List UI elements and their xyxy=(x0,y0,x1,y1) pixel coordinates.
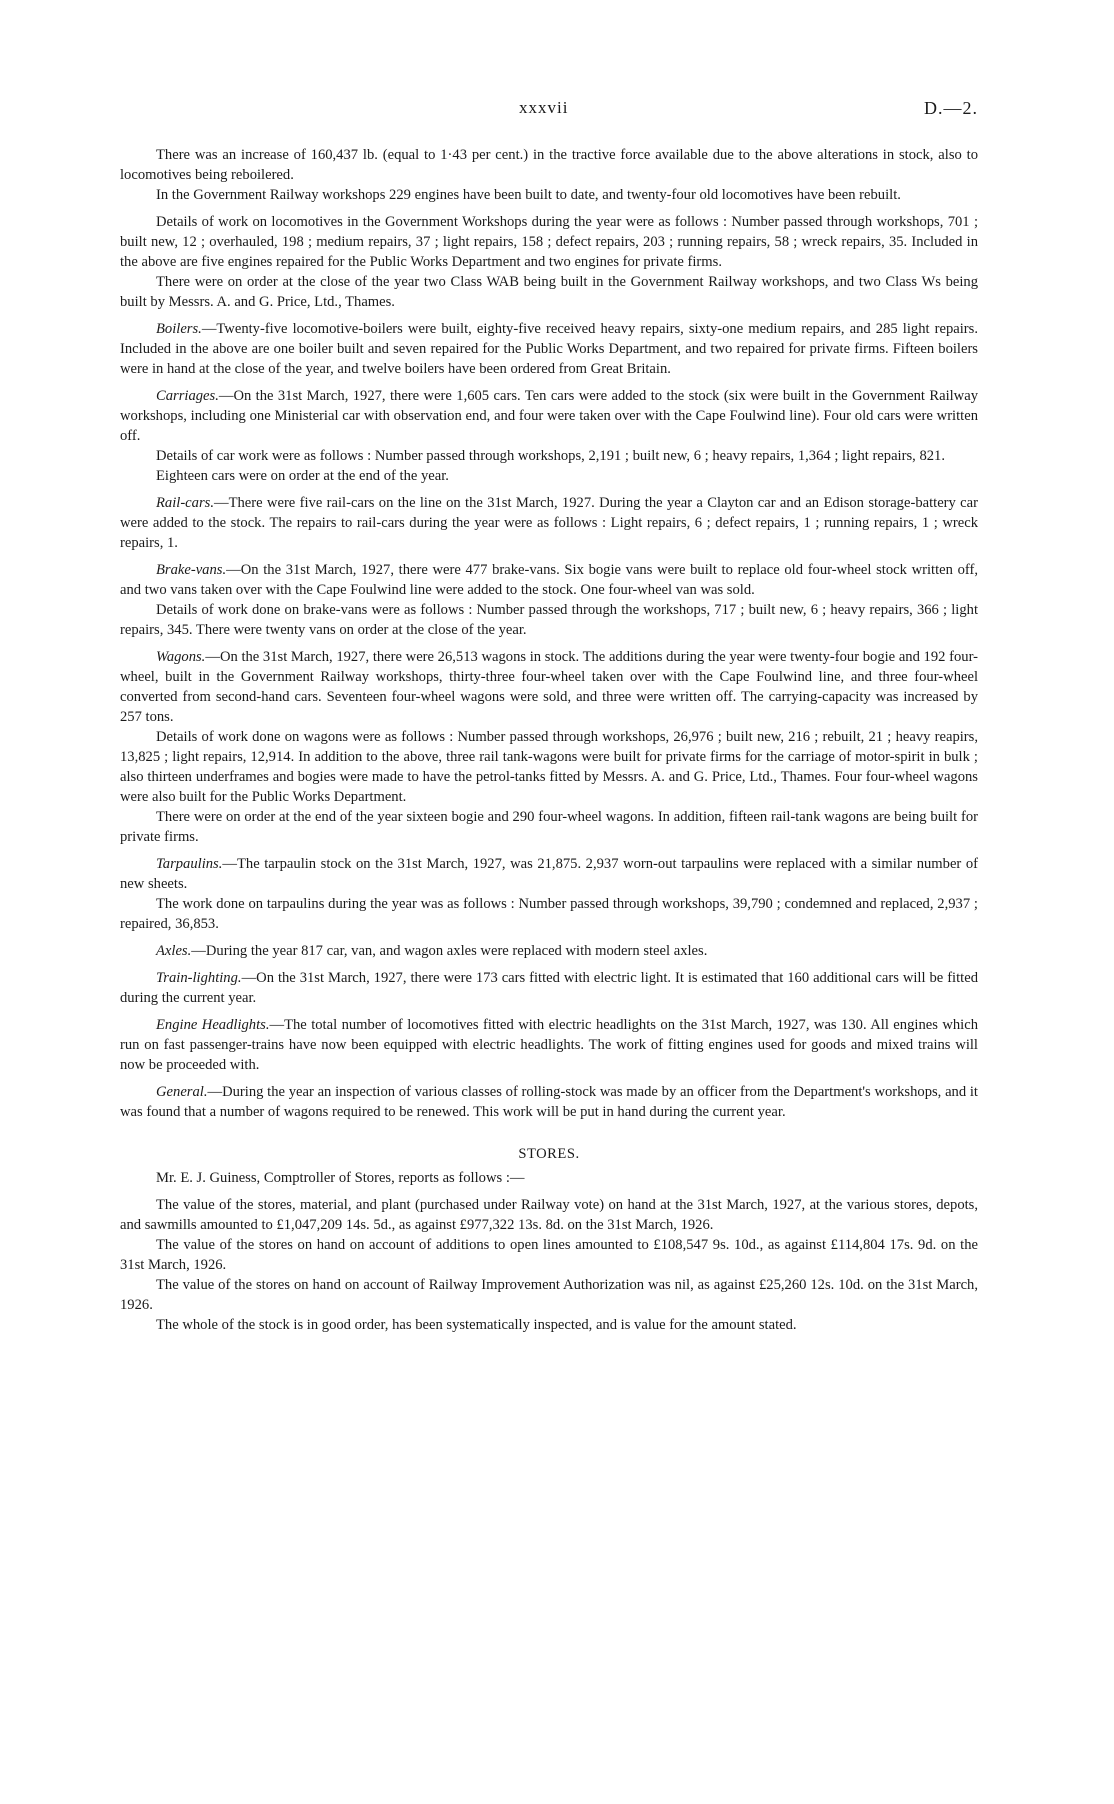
section-lead: Train-lighting. xyxy=(156,970,242,986)
section-lead: General. xyxy=(156,1084,208,1100)
section-rail-cars xyxy=(120,493,978,553)
paragraph: There was an increase of 160,437 lb. (equal to 1·43 per cent.) in the tractive force available due to the above alterations in stock, also to locomotives being reboilered. xyxy=(120,147,978,183)
section-engine-headlights xyxy=(120,1015,978,1075)
section-lead: Engine Headlights. xyxy=(156,1017,270,1033)
section-text: —On the 31st March, 1927, there were 173 cars fitted with electric light. It is estimated that 160 additional cars will be fitted during the current year. xyxy=(120,970,978,1006)
section-text: —On the 31st March, 1927, there were 477 brake-vans. Six bogie vans were built to replace old four-wheel stock written off, and two vans taken over with the Cape Foulwind line were added to the stock. One four-wheel van was sold. xyxy=(120,562,978,598)
paragraph: There were on order at the end of the year sixteen bogie and 290 four-wheel wagons. In addition, fifteen rail-tank wagons are being built for private firms. xyxy=(120,809,978,845)
section-text: —On the 31st March, 1927, there were 26,513 wagons in stock. The additions during the year were twenty-four bogie and 192 four-wheel, built in the Government Railway workshops, thirty-three four-wheel taken over with the Cape Foulwind line, and three four-wheel converted from second-hand cars. Seventeen four-wheel wagons were sold, and three were written off. The carrying-capacity was increased by 257 tons. xyxy=(120,649,978,725)
page-number: xxxvii xyxy=(519,98,569,117)
stores-heading: STORES. xyxy=(518,1146,580,1162)
section-lead: Brake-vans. xyxy=(156,562,227,578)
section-lead: Wagons. xyxy=(156,649,206,665)
section-wagons xyxy=(120,647,978,727)
section-lead: Boilers. xyxy=(156,321,202,337)
section-lead: Tarpaulins. xyxy=(156,856,223,872)
section-carriages xyxy=(120,386,978,446)
section-text: —On the 31st March, 1927, there were 1,605 cars. Ten cars were added to the stock (six were built in the Government Railway workshops, including one Ministerial car with observation end, and four were taken over with the Cape Foulwind line). Four old cars were written off. xyxy=(120,388,978,444)
section-boilers xyxy=(120,319,978,379)
paragraph: The work done on tarpaulins during the year was as follows : Number passed through workshops, 39,790 ; condemned and replaced, 2,937 ; repaired, 36,853. xyxy=(120,896,978,932)
section-lead: Axles. xyxy=(156,943,192,959)
section-lead: Rail-cars. xyxy=(156,495,214,511)
paragraph: Eighteen cars were on order at the end of the year. xyxy=(156,468,449,484)
section-train-lighting xyxy=(120,968,978,1008)
paragraph: The value of the stores on hand on account of Railway Improvement Authorization was nil, as against £25,260 12s. 10d. on the 31st March, 1926. xyxy=(120,1277,978,1313)
section-text: —There were five rail-cars on the line on the 31st March, 1927. During the year a Clayton car and an Edison storage-battery car were added to the stock. The repairs to rail-cars during the year were as follows : Light repairs, 6 ; defect repairs, 1 ; running repairs, 1 ; wreck repairs, 1. xyxy=(120,495,978,551)
section-code: D.—2. xyxy=(924,98,978,118)
paragraph: The value of the stores, material, and plant (purchased under Railway vote) on hand at the 31st March, 1927, at the various stores, depots, and sawmills amounted to £1,047,209 14s. 5d., as against £977,322 13s. 8d. on the 31st March, 1926. xyxy=(120,1197,978,1233)
section-text: —The tarpaulin stock on the 31st March, 1927, was 21,875. 2,937 worn-out tarpaulins were replaced with a similar number of new sheets. xyxy=(120,856,978,892)
document-body xyxy=(120,145,978,1335)
paragraph: In the Government Railway workshops 229 engines have been built to date, and twenty-four old locomotives have been rebuilt. xyxy=(156,187,901,203)
section-brake-vans xyxy=(120,560,978,600)
stores-intro: Mr. E. J. Guiness, Comptroller of Stores, reports as follows :— xyxy=(156,1170,525,1186)
paragraph: Details of work on locomotives in the Government Workshops during the year were as follows : Number passed through workshops, 701 ; built new, 12 ; overhauled, 198 ; medium repairs, 37 ; light repairs, 158 ; defect repairs, 203 ; running repairs, 58 ; wreck repairs, 35. Included in the above are five engines repaired for the Public Works Department and two engines for private firms. xyxy=(120,214,978,270)
section-general xyxy=(120,1082,978,1122)
section-tarpaulins xyxy=(120,854,978,894)
paragraph: Details of car work were as follows : Number passed through workshops, 2,191 ; built new, 6 ; heavy repairs, 1,364 ; light repairs, 821. xyxy=(156,448,945,464)
paragraph: The whole of the stock is in good order, has been systematically inspected, and is value for the amount stated. xyxy=(156,1317,797,1333)
section-text: —During the year an inspection of various classes of rolling-stock was made by an officer from the Department's workshops, and it was found that a number of wagons required to be renewed. This work will be put in hand during the current year. xyxy=(120,1084,978,1120)
paragraph: Details of work done on wagons were as follows : Number passed through workshops, 26,976 ; built new, 216 ; rebuilt, 21 ; heavy reapirs, 13,825 ; light repairs, 12,914. In addition to the above, three rail tank-wagons were built for private firms for the carriage of motor-spirit in bulk ; also thirteen underframes and bogies were made to have the petrol-tanks fitted by Messrs. A. and G. Price, Ltd., Thames. Four four-wheel wagons were also built for the Public Works Department. xyxy=(120,729,978,805)
paragraph: The value of the stores on hand on account of additions to open lines amounted to £108,547 9s. 10d., as against £114,804 17s. 9d. on the 31st March, 1926. xyxy=(120,1237,978,1273)
paragraph: There were on order at the close of the year two Class WAB being built in the Government Railway workshops, and two Class Ws being built by Messrs. A. and G. Price, Ltd., Thames. xyxy=(120,274,978,310)
page-header xyxy=(0,98,1114,122)
section-text: —Twenty-five locomotive-boilers were built, eighty-five received heavy repairs, sixty-one medium repairs, and 285 light repairs. Included in the above are one boiler built and seven repaired for the Public Works Department, and two repaired for private firms. Fifteen boilers were in hand at the close of the year, and twelve boilers have been ordered from Great Britain. xyxy=(120,321,978,377)
section-text: —The total number of locomotives fitted with electric headlights on the 31st March, 1927, was 130. All engines which run on fast passenger-trains have now been equipped with electric headlights. The work of fitting engines used for goods and mixed trains will now be proceeded with. xyxy=(120,1017,978,1073)
section-axles xyxy=(120,941,978,961)
section-lead: Carriages. xyxy=(156,388,219,404)
paragraph: Details of work done on brake-vans were as follows : Number passed through the workshops, 717 ; built new, 6 ; heavy repairs, 366 ; light repairs, 345. There were twenty vans on order at the close of the year. xyxy=(120,602,978,638)
section-text: —During the year 817 car, van, and wagon axles were replaced with modern steel axles. xyxy=(191,943,708,959)
